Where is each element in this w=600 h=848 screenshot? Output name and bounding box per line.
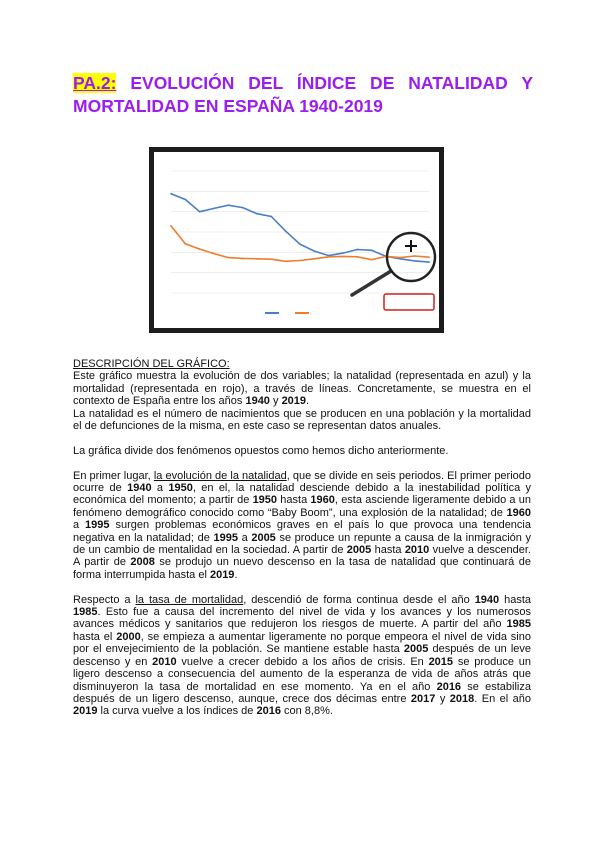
data-point [213, 208, 215, 210]
chart-description [73, 358, 531, 718]
data-point [313, 258, 315, 260]
data-point [170, 225, 172, 227]
data-point [328, 256, 330, 258]
data-point [299, 260, 301, 262]
data-point [428, 261, 430, 263]
paragraph-5: Respecto a la tasa de mortalidad, descendió de forma continua desde el año 1940 hasta 1985. Esto fue a causa del incremento del nivel de vida y los avances y los numerosos avances médicos y sanitarios que redujeron los riesgos de muerte. A partir del año 1985 hasta el 2000, se empieza a aumentar ligeramente no porque empeora el nivel de vida sino por el envejecimiento de la población. Se mantiene estable hasta 2005 después de un leve descenso y en 2010 vuelve a crecer debido a los años de crisis. En 2015 se produce un ligero descenso a consecuencia del aumento de la esperanza de vida de años atrás que disminuyeron la tasa de mortalidad en ese momento. Ya en el año 2016 se estabiliza después de un ligero descenso, aunque, crece dos décimas entre 2017 y 2018. En el año 2019 la curva vuelve a los índices de 2016 con 8,8%. [73, 593, 532, 718]
data-point [299, 243, 301, 245]
section-code: PA.2: [73, 73, 117, 93]
data-point [270, 216, 272, 218]
data-point [356, 256, 358, 258]
data-point [256, 213, 258, 215]
data-point [285, 230, 287, 232]
line-chart [149, 147, 444, 333]
data-point [170, 193, 172, 195]
chart-figure [149, 147, 444, 333]
data-point [227, 204, 229, 206]
data-point [270, 258, 272, 260]
page-title [73, 72, 533, 118]
data-point [242, 207, 244, 209]
section-heading: DESCRIPCIÓN DEL GRÁFICO: [73, 358, 230, 370]
data-point [414, 255, 416, 257]
data-point [227, 257, 229, 259]
data-point [184, 243, 186, 245]
paragraph-4: En primer lugar, la evolución de la natalidad, que se divide en seis periodos. El primer periodo ocurre de 1940 a 1950, en el, la natalidad desciende debido a la inestabilidad política y económica del momento; a partir de 1950 hasta 1960, esta asciende ligeramente debido a un fenómeno demográfico conocido como “Baby Boom”, una explosión de la natalidad; de 1960 a 1995 surgen problemas económicos graves en el país lo que provoca una tendencia negativa en la natalidad; de 1995 a 2005 se produce un repunte a causa de la inmigración y de un cambio de mentalidad en la sociedad. A partir de 2005 hasta 2010 vuelve a descender. A partir de 2008 se produjo un nuevo descenso en la tasa de natalidad que continuará de forma interrumpida hasta el 2019. [73, 469, 532, 581]
data-point [342, 256, 344, 258]
paragraph-3: La gráfica divide dos fenómenos opuestos como hemos dicho anteriormente. [73, 444, 449, 457]
data-point [371, 259, 373, 261]
data-point [184, 199, 186, 201]
data-point [242, 258, 244, 260]
data-point [256, 258, 258, 260]
data-point [313, 250, 315, 252]
data-point [285, 260, 287, 262]
paragraph-2: La natalidad es el número de nacimientos que se producen en una población y la mortalidad el de defunciones de la misma, en este caso se representan datos anuales. [73, 407, 531, 433]
data-point [399, 257, 401, 259]
title-text: EVOLUCIÓN DEL ÍNDICE DE NATALIDAD Y MORTALIDAD EN ESPAÑA 1940-2019 [73, 73, 533, 116]
data-point [371, 249, 373, 251]
data-point [342, 252, 344, 254]
data-point [356, 249, 358, 251]
data-point [199, 211, 201, 213]
data-point [428, 256, 430, 258]
data-point [414, 260, 416, 262]
paragraph-1: Este gráfico muestra la evolución de dos variables; la natalidad (representada en azul) y la mortalidad (representada en rojo), a través de líneas. Concretamente, se muestra en el contexto de España entre los años 1940 y 2019. [73, 370, 531, 408]
data-point [199, 248, 201, 250]
data-point [213, 253, 215, 255]
